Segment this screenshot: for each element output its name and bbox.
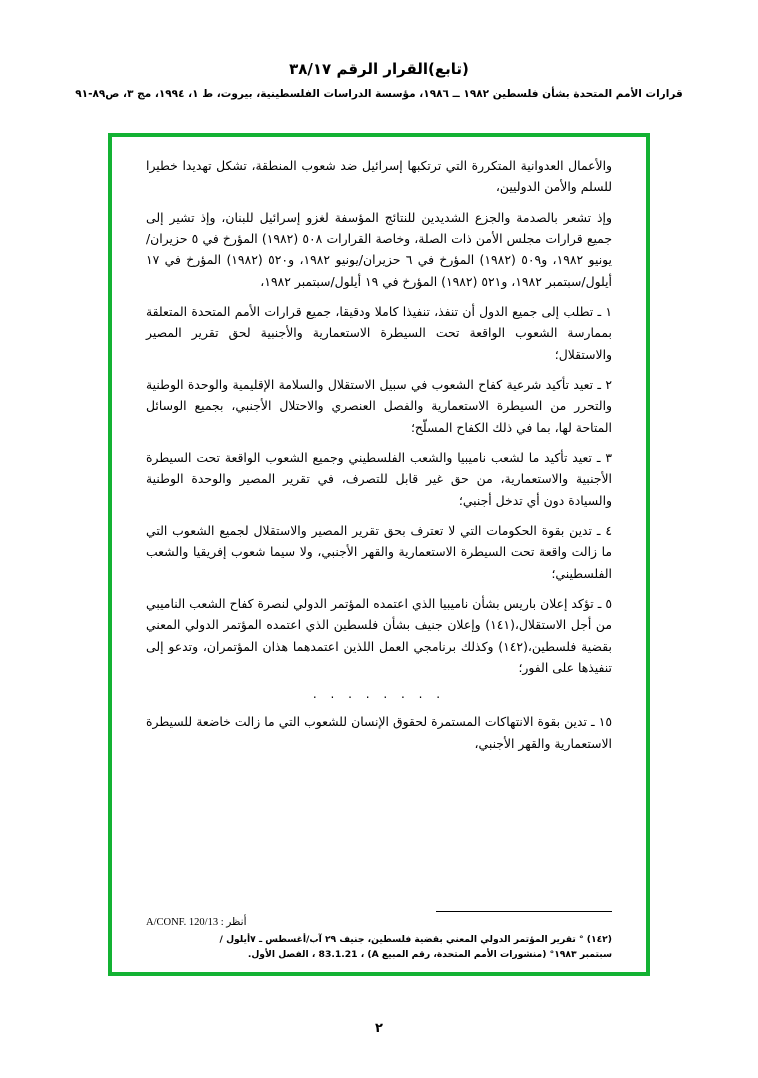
page-title: (تابع)القرار الرقم ٣٨/١٧ xyxy=(289,60,469,78)
page-number: ٢ xyxy=(375,1021,383,1036)
document-header xyxy=(0,0,758,100)
paragraph: ١٥ ـ تدين بقوة الانتهاكات المستمرة لحقوق الإنسان للشعوب التي ما زالت خاضعة للسيطرة الاستعمارية والقهر الأجنبي، xyxy=(146,714,612,751)
ellipsis-separator: . . . . . . . . xyxy=(312,687,446,702)
paragraph: ٤ ـ تدين بقوة الحكومات التي لا تعترف بحق تقرير المصير والاستقلال لجميع الشعوب التي ما زالت واقعة تحت السيطرة الاستعمارية والقهر الأجنبي، ولا سيما شعوب إفريقيا والشعب الفلسطيني؛ xyxy=(146,522,612,581)
paragraph: ٢ ـ تعيد تأكيد شرعية كفاح الشعوب في سبيل الاستقلال والسلامة الإقليمية والوحدة الوطنية والتحرر من السيطرة الاستعمارية والفصل العنصري والاحتلال الأجنبي، بجميع الوسائل المتاحة لها، بما في ذلك الكفاح المسلّح؛ xyxy=(146,376,612,435)
footnote-area xyxy=(146,911,612,964)
footnote-divider xyxy=(436,911,612,912)
paragraph: وإذ تشعر بالصدمة والجزع الشديدين للنتائج المؤسفة لغزو إسرائيل للبنان، وإذ تشير إلى جميع قرارات مجلس الأمن ذات الصلة، وخاصة القرارات ٥٠٨ (١٩٨٢) المؤرخ في ٥ حزيران/ يونيو ١٩٨٢، و٥٠٩ (١٩٨٢) المؤرخ في ٦ حزيران/يونيو ١٩٨٢، و٥٢٠ (١٩٨٢) المؤرخ في ١٧ أيلول/سبتمبر ١٩٨٢، و٥٢١ (١٩٨٢) المؤرخ في ١٩ أيلول/سبتمبر ١٩٨٢، xyxy=(146,209,613,289)
resolution-text xyxy=(146,155,612,754)
footnote-reference: A/CONF. 120/13 : أنظر xyxy=(146,916,247,928)
green-border-frame xyxy=(108,133,650,976)
footnote-line: (١٤٢) ° تقرير المؤتمر الدولي المعني بقضية فلسطين، جنيف ٢٩ آب/أغسطس ـ ٧أيلول / xyxy=(219,933,612,945)
paragraph: ٥ ـ تؤكد إعلان باريس بشأن ناميبيا الذي اعتمده المؤتمر الدولي لنصرة كفاح الشعب الناميبي من أجل الاستقلال،(١٤١) وإعلان جنيف بشأن فلسطين الذي اعتمده المؤتمر الدولي المعني بقضية فلسطين،(١٤٢) وكذلك برنامجي العمل اللذين اعتمدهما هذان المؤتمران، وتدعو إلى تنفيذها على الفور؛ xyxy=(146,595,613,675)
footnote-line: سبتمبر ١٩٨٣° (منشورات الأمم المتحدة، رقم المبيع A) ، 83.1.21 ، الفصل الأول. xyxy=(247,949,612,961)
paragraph: ١ ـ تطلب إلى جميع الدول أن تنفذ، تنفيذا كاملا ودقيقا، جميع قرارات الأمم المتحدة المتعلقة بممارسة الشعوب الواقعة تحت السيطرة الاستعمارية والأجنبية لحق تقرير المصير والاستقلال؛ xyxy=(146,303,612,362)
paragraph: والأعمال العدوانية المتكررة التي ترتكبها إسرائيل ضد شعوب المنطقة، تشكل تهديدا خطيرا للسلم والأمن الدوليين، xyxy=(146,158,612,195)
page-subtitle: قرارات الأمم المتحدة بشأن فلسطين ١٩٨٢ ــ ١٩٨٦، مؤسسة الدراسات الفلسطينية، بيروت، ط ١، ١٩٩٤، مج ٣، ص٨٩-٩١ xyxy=(75,88,683,100)
paragraph: ٣ ـ تعيد تأكيد ما لشعب ناميبيا والشعب الفلسطيني وجميع الشعوب الواقعة تحت السيطرة الأجنبية والاستعمارية، من حق غير قابل للتصرف، في تقرير المصير والوحدة الوطنية والسيادة دون أي تدخل أجنبي؛ xyxy=(146,449,612,508)
document-body xyxy=(112,137,646,972)
